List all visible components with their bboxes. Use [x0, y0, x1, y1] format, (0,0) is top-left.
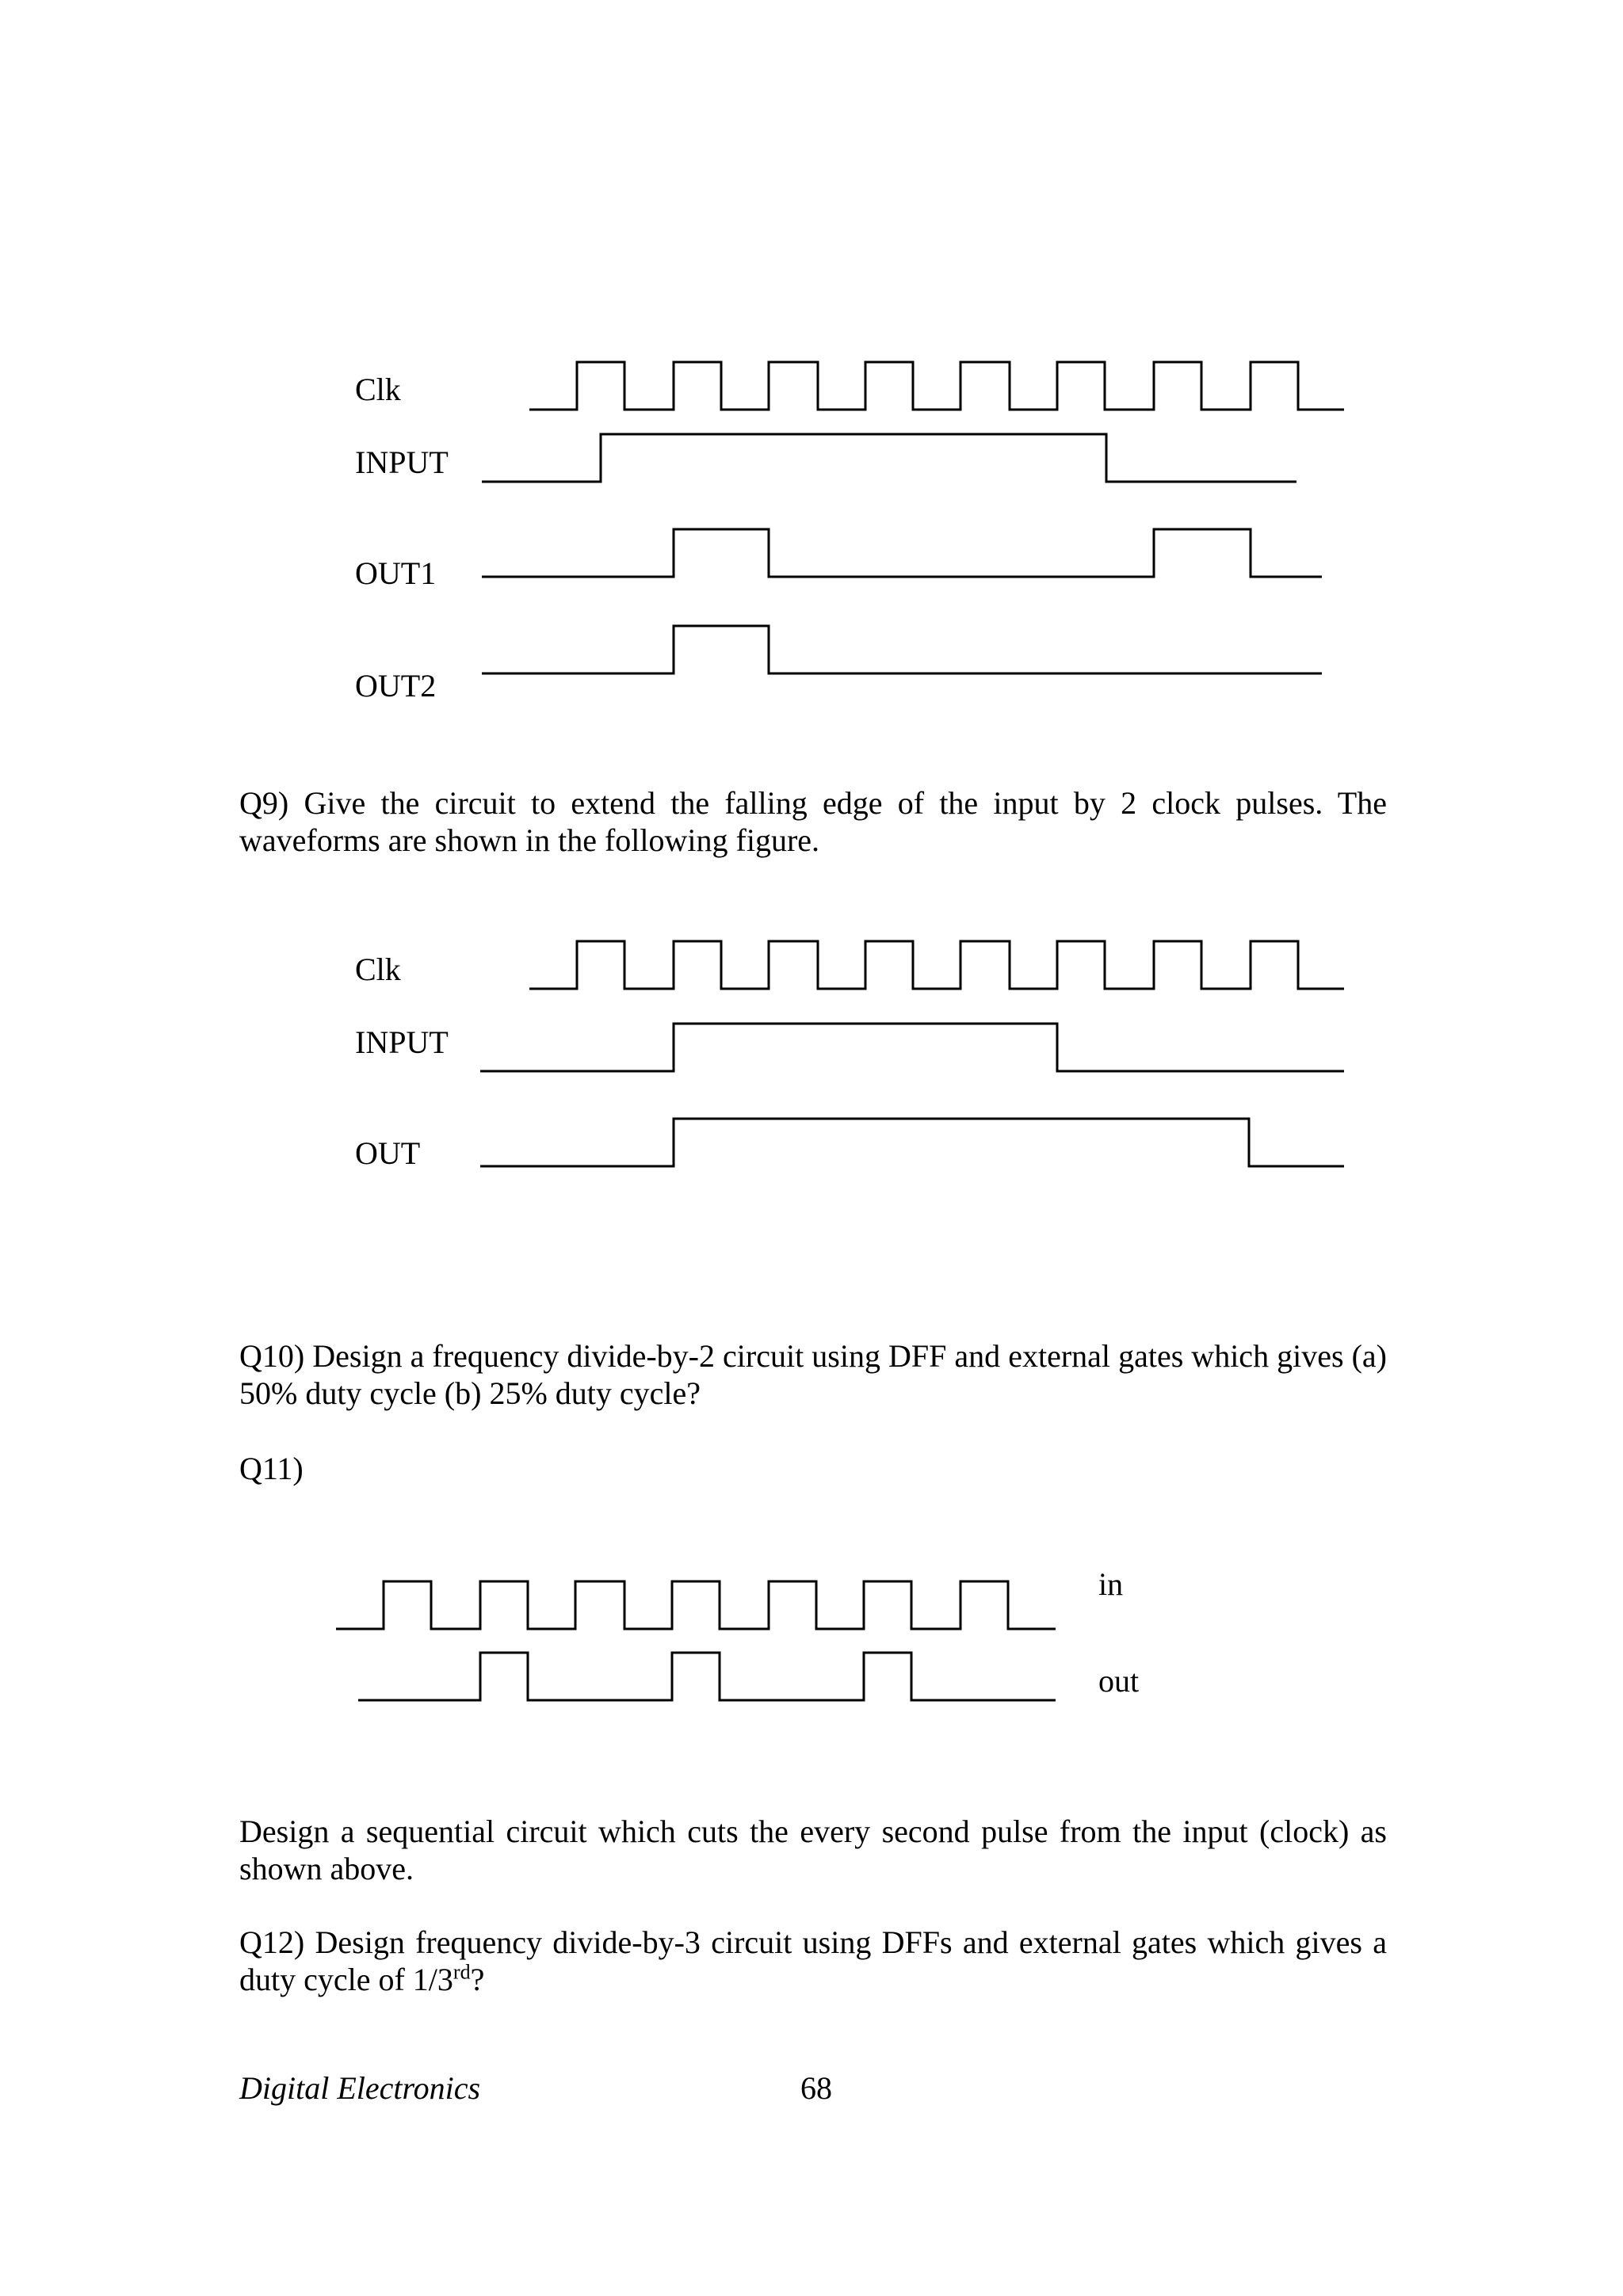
signal-label-out1: OUT1	[355, 555, 437, 591]
in-waveform	[336, 1581, 1056, 1629]
question-q10-text: Q10) Design a frequency divide-by-2 circuit using DFF and external gates which gives (a) 50% duty cycle (b) 25% duty cycle?	[239, 1338, 1387, 1411]
question-q12-superscript: rd	[453, 1960, 471, 1984]
page-number: 68	[800, 2070, 832, 2106]
signal-label-out2: OUT2	[355, 668, 437, 704]
question-q9-text: Q9) Give the circuit to extend the falling edge of the input by 2 clock pulses. The waveforms are shown in the following figure.	[239, 785, 1387, 858]
signal-label-in: in	[1098, 1566, 1124, 1602]
question-q12-text	[239, 1924, 1387, 1998]
question-q12-text-main: Q12) Design frequency divide-by-3 circuit using DFFs and external gates which gives a duty cycle of 1/3	[239, 1924, 1387, 1997]
signal-label-clk: Clk	[355, 952, 401, 987]
signal-label-out: OUT	[355, 1135, 421, 1171]
signal-label-clk: Clk	[355, 372, 401, 407]
footer-title: Digital Electronics	[239, 2070, 481, 2106]
question-q11-text: Design a sequential circuit which cuts the every second pulse from the input (clock) as shown above.	[239, 1814, 1387, 1886]
question-q12-text-end: ?	[470, 1962, 485, 1997]
signal-label-input: INPUT	[355, 444, 449, 480]
question-q11-heading: Q11)	[239, 1451, 304, 1486]
out-waveform	[358, 1653, 1056, 1700]
signal-label-input: INPUT	[355, 1024, 449, 1060]
signal-label-out: out	[1098, 1663, 1140, 1699]
